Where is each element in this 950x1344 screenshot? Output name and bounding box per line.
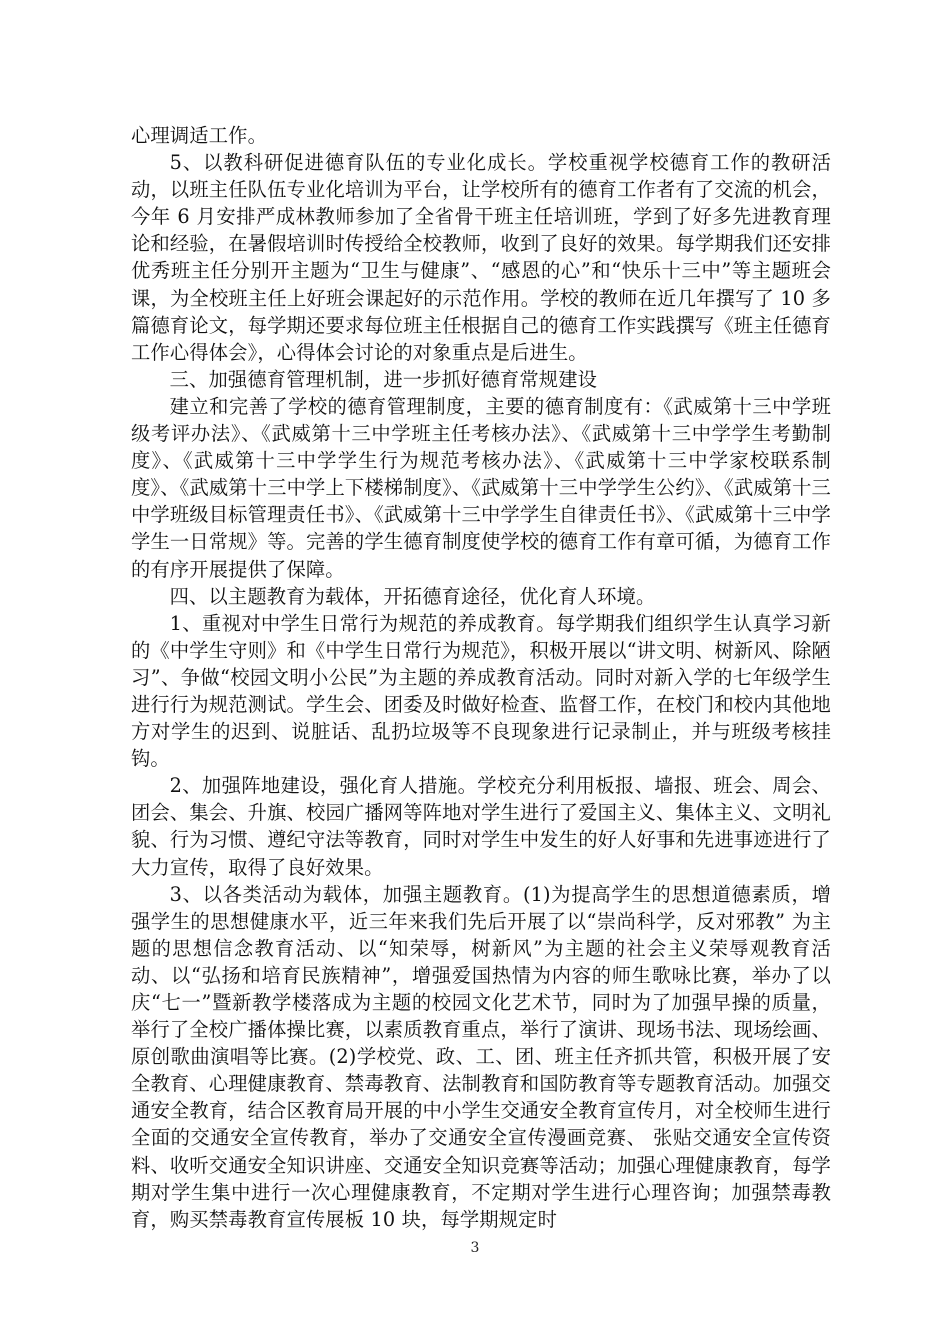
page-number: 3 xyxy=(470,1240,480,1256)
paragraph-item-2: 2、加强阵地建设，强化育人措施。学校充分利用板报、墙报、班会、周会、团会、集会、升旗、校园广播网等阵地对学生进行了爱国主义、集体主义、文明礼貌、行为习惯、遵纪守法等教育，同时对学生中发生的好人好事和先进事迹进行了大力宣传，取得了良好效果。 xyxy=(131,774,831,879)
paragraph-management-rules: 建立和完善了学校的德育管理制度，主要的德育制度有：《武威第十三中学班级考评办法》、《武威第十三中学班主任考核办法》、《武威第十三中学学生考勤制度》、《武威第十三中学学生行为规范考核办法》、《武威第十三中学家校联系制度》、《武威第十三中学上下楼梯制度》、《武威第十三中学学生公约》、《武威第十三中学班级目标管理责任书》、《武威第十三中学学生自律责任书》、《武威第十三中学学生一日常规》等。完善的学生德育制度使学校的德育工作有章可循，为德育工作的有序开展提供了保障。 xyxy=(131,394,831,581)
section-heading-4: 四、以主题教育为载体，开拓德育途径，优化育人环境。 xyxy=(169,584,656,608)
document-body xyxy=(131,122,831,1233)
section-heading-3: 三、加强德育管理机制，进一步抓好德育常规建设 xyxy=(169,367,598,391)
paragraph-item-5: 5、以教科研促进德育队伍的专业化成长。学校重视学校德育工作的教研活动，以班主任队伍专业化培训为平台，让学校所有的德育工作者有了交流的机会，今年 6 月安排严成林教师参加了全省骨干班主任培训班，学到了好多先进教育理论和经验，在暑假培训时传授给全校教师，收到了良好的效果。每学期我们还安排优秀班主任分别开主题为“卫生与健康”、“感恩的心”和“快乐十三中”等主题班会课，为全校班主任上好班会课起好的示范作用。学校的教师在近几年撰写了 10 多篇德育论文，每学期还要求每位班主任根据自己的德育工作实践撰写《班主任德育工作心得体会》，心得体会讨论的对象重点是后进生。 xyxy=(131,151,831,364)
paragraph-item-3: 3、以各类活动为载体，加强主题教育。(1)为提高学生的思想道德素质，增强学生的思想健康水平，近三年来我们先后开展了以“崇尚科学，反对邪教” 为主题的思想信念教育活动、以“知荣辱，树新风”为主题的社会主义荣辱观教育活动、以“弘扬和培育民族精神”，增强爱国热情为内容的师生歌咏比赛，举办了以庆“七一”暨新教学楼落成为主题的校园文化艺术节，同时为了加强早操的质量，举行了全校广播体操比赛，以素质教育重点，举行了演讲、现场书法、现场绘画、原创歌曲演唱等比赛。(2)学校党、政、工、团、班主任齐抓共管，积极开展了安全教育、心理健康教育、禁毒教育、法制教育和国防教育等专题教育活动。加强交通安全教育，结合区教育局开展的中小学生交通安全教育宣传月，对全校师生进行全面的交通安全宣传教育，举办了交通安全宣传漫画竞赛、 张贴交通安全宣传资料、收听交通安全知识讲座、交通安全知识竞赛等活动；加强心理健康教育，每学期对学生集中进行一次心理健康教育，不定期对学生进行心理咨询；加强禁毒教育，购买禁毒教育宣传展板 10 块，每学期规定时 xyxy=(131,882,831,1231)
paragraph-item-1: 1、重视对中学生日常行为规范的养成教育。每学期我们组织学生认真学习新的《中学生守则》和《中学生日常行为规范》，积极开展以“讲文明、树新风、除陋习”、争做“校园文明小公民”为主题的养成教育活动。同时对新入学的七年级学生进行行为规范测试。学生会、团委及时做好检查、监督工作，在校门和校内其他地方对学生的迟到、说脏话、乱扔垃圾等不良现象进行记录制止，并与班级考核挂钩。 xyxy=(131,611,831,771)
paragraph-continuation: 心理调适工作。 xyxy=(131,124,268,147)
